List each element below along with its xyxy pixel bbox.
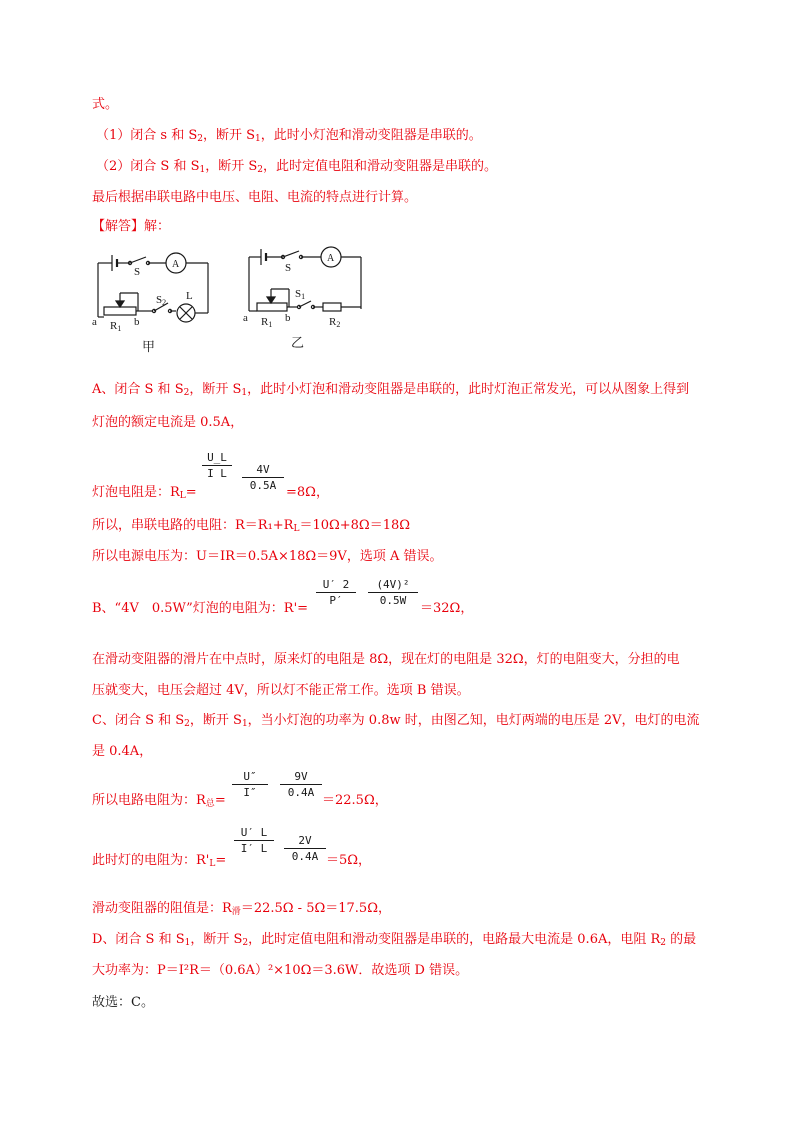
text-line: 所以电源电压为：U＝IR＝0.5A×18Ω＝9V，选项 A 错误。: [92, 549, 443, 564]
text-line: 在滑动变阻器的滑片在中点时，原来灯的电阻是 8Ω，现在灯的电阻是 32Ω，灯的电阻变大，分担的电: [92, 652, 680, 667]
label-b: b: [285, 312, 291, 324]
label-ammeter: A: [172, 259, 180, 270]
fraction: U_L I L: [202, 451, 232, 480]
formula-label: 所以电路电阻为：$R_总=$: [92, 793, 226, 809]
text-line: 滑动变阻器的阻值是：$R_滑=22.5\Omega - 5\Omega=17.5\Omega$，: [92, 901, 391, 917]
text-line: （1）闭合 s 和 $S_2$，断开 $S_1$，此时小灯泡和滑动变阻器是串联的。: [96, 128, 482, 144]
text-line: 大功率为：P＝I²R＝（0.6A）²×10Ω＝3.6W．故选项 D 错误。: [92, 963, 469, 978]
text-line: C、闭合 S 和 $S_2$，断开 $S_1$，当小灯泡的功率为 0.8w 时，由图乙知，电灯两端的电压是 2V，电灯的电流: [92, 713, 700, 729]
fraction: 9V 0.4A: [280, 770, 322, 799]
circuit-left: [98, 253, 208, 322]
text-line: 灯泡的额定电流是 0.5A，: [92, 415, 244, 430]
text-line: 最后根据串联电路中电压、电阻、电流的特点进行计算。: [92, 190, 418, 205]
fraction: 4V 0.5A: [242, 463, 284, 492]
text-line: 【解答】解：: [92, 219, 171, 234]
text-line: 所以，串联电路的电阻：$R=R_1+R_L=10\Omega+8\Omega=18\Omega$: [92, 518, 411, 534]
fraction: (4V)² 0.5W: [368, 578, 418, 607]
label-r1: R1: [110, 320, 122, 333]
fraction: 2V 0.4A: [284, 834, 326, 863]
formula-label: B、“4V 0.5W”灯泡的电阻为：R'=: [92, 601, 309, 616]
caption-yi: 乙: [291, 335, 305, 350]
label-switch-s1: S1: [295, 288, 306, 301]
label-r1: R1: [261, 316, 273, 329]
label-a: a: [92, 316, 97, 328]
text-line: 是 0.4A，: [92, 744, 153, 759]
caption-jia: 甲: [142, 339, 156, 354]
label-switch-s: S: [134, 266, 141, 278]
formula-label: 此时灯的电阻为：$R'_L=$: [92, 853, 227, 869]
label-ammeter: A: [327, 253, 335, 264]
text-line: （2）闭合 S 和 $S_1$，断开 $S_2$，此时定值电阻和滑动变阻器是串联的。: [96, 159, 498, 175]
label-lamp: L: [186, 290, 193, 302]
circuit-right: [249, 247, 361, 311]
circuit-diagrams: [90, 245, 380, 355]
text-line: D、闭合 S 和 $S_1$，断开 $S_2$，此时定值电阻和滑动变阻器是串联的，电路最大电流是 0.6A，电阻 $R_2$ 的最: [92, 932, 697, 948]
formula-result: ＝22.5Ω，: [322, 793, 388, 808]
formula-result: =8Ω，: [286, 485, 329, 500]
label-b: b: [134, 316, 140, 328]
label-switch-s2: S2: [156, 294, 167, 307]
text-line: A、闭合 S 和 $S_2$，断开 $S_1$，此时小灯泡和滑动变阻器是串联的，此时灯泡正常发光，可以从图象上得到: [92, 382, 690, 398]
label-a: a: [243, 312, 248, 324]
fraction: U′ 2 P′: [316, 578, 356, 607]
label-r2: R2: [329, 316, 341, 329]
text-line: 式。: [92, 97, 119, 112]
answer-line: 故选：C。: [92, 995, 154, 1010]
fraction: U″ I″: [232, 770, 268, 799]
formula-label: 灯泡电阻是：$R_L=$: [92, 485, 197, 501]
fraction: U′ L I′ L: [234, 826, 274, 855]
label-switch-s: S: [285, 262, 292, 274]
formula-result: ＝32Ω，: [420, 601, 474, 616]
text-line: 压就变大，电压会超过 4V，所以灯不能正常工作。选项 B 错误。: [92, 683, 470, 698]
formula-result: ＝5Ω，: [326, 853, 372, 868]
